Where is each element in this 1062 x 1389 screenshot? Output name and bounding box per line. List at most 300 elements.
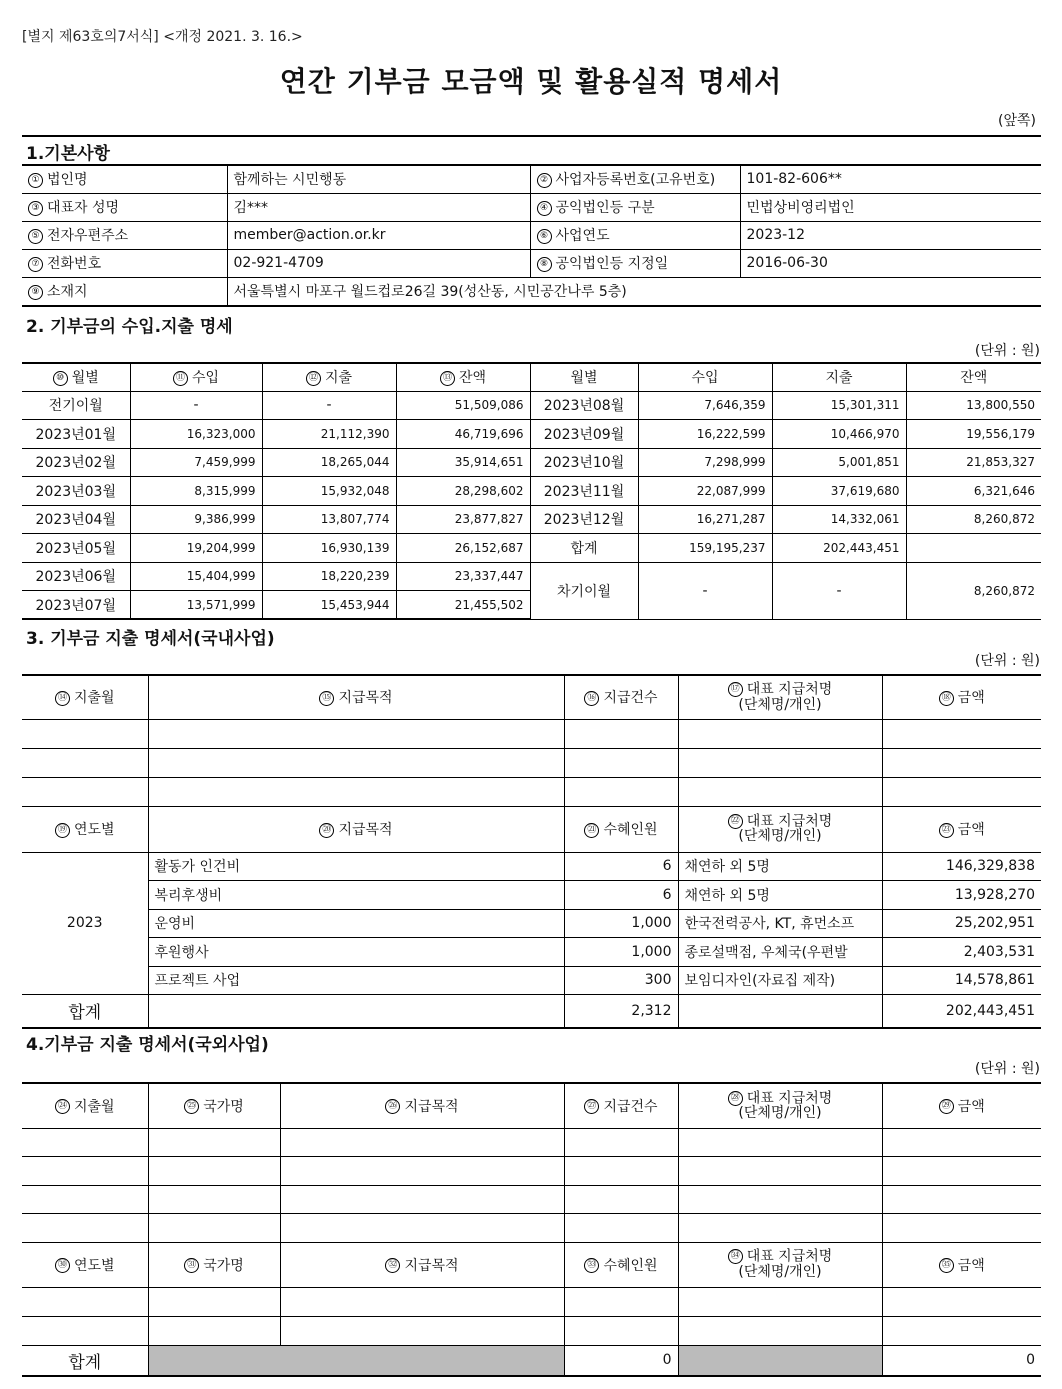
basic-info-row: [22, 165, 1041, 193]
column-header-text: 대표 지급처명: [746, 813, 833, 830]
month-cell: [530, 448, 638, 477]
beneficiary-count-cell: [564, 966, 678, 995]
month-cell: [22, 591, 130, 620]
column-header: [882, 806, 1041, 852]
column-header-text: 금액: [957, 1257, 985, 1274]
empty-cell: [280, 1185, 564, 1214]
empty-cell: [22, 1287, 148, 1316]
purpose-cell-text: 활동가 인건비: [154, 859, 241, 876]
expense-cell: [772, 448, 906, 477]
empty-cell: [22, 748, 148, 777]
column-header: [22, 675, 148, 719]
empty-cell: [280, 1316, 564, 1345]
month-cell: [22, 534, 130, 563]
balance-cell: [396, 505, 530, 534]
balance-cell-text: 23,877,827: [454, 512, 524, 527]
income-cell: [638, 420, 772, 449]
column-header: [530, 363, 638, 391]
field-value: [227, 165, 530, 193]
empty-cell: [678, 777, 882, 806]
field-label: [22, 221, 227, 249]
section-1-title: 1.기본사항: [26, 144, 110, 164]
purpose-cell-text: 후원행사: [154, 944, 209, 961]
month-cell-text: 2023년03월: [35, 483, 116, 500]
form-number: [별지 제63호의7서식] <개정 2021. 3. 16.>: [22, 29, 303, 45]
field-label-text: 법인명: [47, 172, 88, 189]
income-cell: [130, 591, 262, 620]
column-header: [564, 1083, 678, 1128]
empty-cell: [148, 1214, 280, 1243]
section-2-title: 2. 기부금의 수입.지출 명세: [26, 317, 233, 337]
column-header: [148, 675, 564, 719]
basic-info-table: [22, 164, 1041, 307]
empty-cell: [148, 1128, 280, 1157]
empty-row: [22, 1287, 1041, 1316]
expense-cell: [262, 420, 396, 449]
item-number-marker: ⑭: [55, 691, 70, 706]
expense-cell-text: 13,807,774: [320, 512, 390, 527]
total-amount-text: 202,443,451: [945, 1002, 1035, 1019]
amount-cell-text: 25,202,951: [954, 915, 1035, 932]
purpose-cell: [148, 881, 564, 910]
total-count-text: 0: [662, 1352, 672, 1369]
column-header-text: 지급건수: [603, 690, 658, 707]
item-number-marker: ㉘: [728, 1091, 743, 1106]
month-cell-text: 2023년11월: [543, 483, 625, 500]
field-value: [227, 193, 530, 221]
income-cell-text: 19,204,999: [186, 540, 256, 555]
empty-cell: [564, 777, 678, 806]
field-label-text: 사업자등록번호(고유번호): [555, 172, 716, 189]
basic-info-row: [22, 221, 1041, 249]
month-cell: [22, 420, 130, 449]
column-header-text: 지급목적: [338, 822, 393, 838]
empty-cell: [564, 1185, 678, 1214]
expense-cell-text: 21,112,390: [320, 426, 390, 441]
payee-cell: [678, 966, 882, 995]
field-value: [227, 221, 530, 249]
column-header-text: 수입: [191, 370, 220, 387]
item-number-marker: ⑪: [173, 371, 188, 386]
empty-cell: [564, 1157, 678, 1186]
balance-cell-text: 35,914,651: [454, 455, 524, 470]
basic-info-row: [22, 193, 1041, 221]
field-label-text: 공익법인등 구분: [555, 200, 655, 216]
item-number-marker: ㉔: [55, 1099, 70, 1114]
field-value: [740, 249, 1041, 277]
month-cell: [530, 505, 638, 534]
empty-cell: [148, 1287, 280, 1316]
field-value-text: 101-82-606**: [746, 171, 842, 188]
field-label: [22, 249, 227, 277]
total-amount-text: 0: [1026, 1352, 1035, 1369]
empty-row: [22, 748, 1041, 777]
item-number-marker: ㉟: [939, 1258, 954, 1273]
item-number-marker: ㉛: [184, 1258, 199, 1273]
income-expense-row: [22, 534, 1041, 563]
column-header-text: 지급목적: [404, 1257, 459, 1274]
income-cell: [130, 391, 262, 420]
field-value: [740, 221, 1041, 249]
column-header: [678, 1083, 882, 1128]
item-number-marker: ㉗: [584, 1099, 599, 1114]
beneficiary-count-cell: [564, 909, 678, 938]
item-number-marker: ⑤: [28, 229, 43, 244]
expense-cell-text: 18,265,044: [320, 455, 390, 470]
empty-cell: [882, 748, 1041, 777]
item-number-marker: ㉒: [728, 814, 743, 829]
column-header-text: 수혜인원: [603, 1257, 658, 1274]
item-number-marker: ㉓: [939, 823, 954, 838]
balance-cell: [906, 534, 1041, 563]
income-cell-text: 22,087,999: [696, 483, 766, 498]
overseas-header-1: [22, 1083, 1041, 1128]
income-expense-row: [22, 448, 1041, 477]
total-count-text: 2,312: [631, 1002, 672, 1019]
domestic-expense-row: [22, 966, 1041, 995]
item-number-marker: ⑲: [55, 823, 70, 838]
field-value-text: 02-921-4709: [233, 255, 324, 271]
overseas-header-2: [22, 1242, 1041, 1287]
empty-cell: [22, 1128, 148, 1157]
empty-row: [22, 777, 1041, 806]
column-header-subtext: (단체명/개인): [738, 696, 822, 713]
balance-cell: [396, 391, 530, 420]
total-label-text: 합계: [68, 1352, 102, 1373]
income-expense-table: [22, 362, 1041, 620]
column-header: [882, 675, 1041, 719]
balance-cell-text: 8,260,872: [973, 512, 1035, 527]
beneficiary-count-cell-text: 1,000: [631, 943, 672, 960]
column-header: [148, 1242, 280, 1287]
section-1-top-rule: [22, 135, 1041, 137]
section-4-title: 4.기부금 지출 명세서(국외사업): [26, 1035, 269, 1055]
item-number-marker: ㉞: [728, 1249, 743, 1264]
empty-row: [22, 1128, 1041, 1157]
empty-cell: [882, 1128, 1041, 1157]
column-header-text: 지급건수: [603, 1098, 658, 1115]
payee-cell-text: 종로설맥점, 우체국(우편발: [684, 944, 848, 961]
empty-cell: [882, 719, 1041, 748]
balance-cell: [396, 420, 530, 449]
income-expense-header: [22, 363, 1041, 391]
column-header-text: 잔액: [960, 370, 988, 387]
total-amount: [882, 995, 1041, 1028]
column-header: [882, 1083, 1041, 1128]
empty-cell: [564, 748, 678, 777]
beneficiary-count-cell-text: 300: [644, 972, 672, 989]
empty-row: [22, 719, 1041, 748]
purpose-cell-text: 프로젝트 사업: [154, 973, 241, 990]
expense-cell-text: -: [326, 397, 332, 414]
empty-cell: [22, 719, 148, 748]
income-expense-row: [22, 505, 1041, 534]
empty-row: [22, 1316, 1041, 1345]
income-cell-text: 9,386,999: [194, 512, 256, 527]
column-header-text: 월별: [570, 370, 598, 387]
payee-cell-text: 채연하 외 5명: [684, 887, 770, 904]
carry-over-label-text: 차기이월: [556, 583, 612, 600]
empty-cell: [148, 1185, 280, 1214]
item-number-marker: ⑳: [319, 823, 334, 838]
payee-cell: [678, 881, 882, 910]
income-cell: [130, 448, 262, 477]
empty-cell: [882, 1214, 1041, 1243]
column-header: [564, 1242, 678, 1287]
empty-cell: [564, 1316, 678, 1345]
domestic-expense-table: [22, 674, 1041, 1029]
expense-cell: [772, 420, 906, 449]
balance-cell: [396, 562, 530, 591]
payee-cell: [678, 909, 882, 938]
item-number-marker: ⑥: [537, 229, 552, 244]
balance-cell: [906, 477, 1041, 506]
column-header-subtext: (단체명/개인): [738, 828, 822, 845]
column-header: [22, 1083, 148, 1128]
empty-cell: [148, 1316, 280, 1345]
empty-cell: [678, 1287, 882, 1316]
column-header: [638, 363, 772, 391]
expense-cell-text: 15,301,311: [830, 398, 900, 413]
column-header-text: 지출월: [73, 1098, 115, 1115]
expense-cell-text: 18,220,239: [320, 569, 390, 584]
expense-cell-text: 202,443,451: [823, 540, 900, 555]
month-cell-text: 전기이월: [48, 398, 103, 415]
income-cell: [638, 534, 772, 563]
domestic-expense-row: [22, 881, 1041, 910]
balance-cell-text: 21,853,327: [966, 455, 1035, 470]
column-header: [906, 363, 1041, 391]
income-cell-text: 16,222,599: [696, 426, 766, 441]
empty-cell: [678, 1157, 882, 1186]
balance-cell-text: 46,719,696: [454, 426, 524, 441]
income-cell: [130, 420, 262, 449]
income-cell-text: 7,646,359: [704, 398, 766, 413]
balance-cell: [906, 448, 1041, 477]
balance-cell: [396, 534, 530, 563]
column-header: [280, 1242, 564, 1287]
item-number-marker: ㉖: [385, 1099, 400, 1114]
domestic-expense-row: [22, 852, 1041, 881]
item-number-marker: ㉚: [55, 1258, 70, 1273]
column-header: [678, 1242, 882, 1287]
column-header-text: 잔액: [458, 370, 487, 387]
month-cell-text: 2023년06월: [35, 569, 116, 586]
field-value: [227, 249, 530, 277]
expense-cell: [262, 448, 396, 477]
column-header: [772, 363, 906, 391]
month-cell-text: 2023년05월: [35, 540, 116, 557]
income-cell-text: 8,315,999: [194, 483, 256, 498]
column-header: [148, 806, 564, 852]
field-label-text: 전자우편주소: [47, 228, 129, 244]
balance-cell-text: 6,321,646: [973, 483, 1035, 498]
empty-cell: [882, 1185, 1041, 1214]
month-cell-text: 2023년08월: [543, 398, 625, 415]
expense-cell-text: 15,932,048: [320, 483, 390, 498]
empty-cell: [22, 1185, 148, 1214]
income-cell: [638, 477, 772, 506]
overseas-total-row: [22, 1345, 1041, 1376]
month-cell: [22, 505, 130, 534]
month-cell-text: 2023년10월: [543, 455, 625, 472]
amount-cell-text: 14,578,861: [954, 972, 1035, 989]
amount-cell-text: 146,329,838: [945, 858, 1035, 875]
item-number-marker: ⑨: [28, 285, 43, 300]
empty-row: [22, 1185, 1041, 1214]
amount-cell: [882, 881, 1041, 910]
income-cell-text: 7,298,999: [704, 455, 766, 470]
item-number-marker: ④: [537, 201, 552, 216]
income-cell-text: 16,323,000: [186, 426, 256, 441]
domestic-expense-row: [22, 938, 1041, 967]
front-side-label: (앞쪽): [998, 113, 1036, 129]
balance-cell-text: 8,260,872: [973, 583, 1035, 598]
field-label-text: 사업연도: [555, 228, 610, 244]
column-header-subtext: (단체명/개인): [738, 1263, 822, 1280]
shaded-cell: [678, 1345, 882, 1376]
field-label: [530, 221, 740, 249]
column-header: [678, 806, 882, 852]
column-header-text: 금액: [957, 690, 985, 707]
empty-cell: [564, 1128, 678, 1157]
month-cell: [22, 477, 130, 506]
beneficiary-count-cell: [564, 881, 678, 910]
field-value-text: member@action.or.kr: [233, 227, 386, 243]
beneficiary-count-cell: [564, 852, 678, 881]
domestic-total-row: [22, 995, 1041, 1028]
income-cell-text: 16,271,287: [696, 512, 766, 527]
purpose-cell: [148, 909, 564, 938]
field-label: [22, 193, 227, 221]
month-cell: [530, 391, 638, 420]
field-label-text: 공익법인등 지정일: [555, 256, 669, 272]
column-header-text: 지급목적: [338, 690, 393, 707]
empty-cell: [882, 1157, 1041, 1186]
section-3-title: 3. 기부금 지출 명세서(국내사업): [26, 629, 275, 649]
empty-cell: [280, 1287, 564, 1316]
income-cell-text: -: [702, 582, 708, 599]
empty-cell: [678, 719, 882, 748]
expense-cell: [262, 591, 396, 620]
item-number-marker: ⑰: [728, 682, 743, 697]
column-header-text: 지출: [825, 370, 853, 387]
balance-cell: [906, 505, 1041, 534]
column-header-text: 대표 지급처명: [746, 681, 833, 698]
domestic-header-2: [22, 806, 1041, 852]
beneficiary-count-cell-text: 6: [662, 886, 672, 903]
column-header-text: 월별: [71, 370, 99, 387]
income-expense-row: [22, 420, 1041, 449]
empty-cell: [678, 1214, 882, 1243]
item-number-marker: ②: [537, 173, 552, 188]
expense-cell: [772, 562, 906, 619]
empty-cell: [882, 1287, 1041, 1316]
expense-cell: [262, 391, 396, 420]
month-cell: [22, 448, 130, 477]
item-number-marker: ⑧: [537, 257, 552, 272]
item-number-marker: ⑯: [584, 691, 599, 706]
balance-cell: [396, 477, 530, 506]
expense-cell-text: 15,453,944: [320, 597, 390, 612]
payee-cell-text: 한국전력공사, KT, 휴먼소프: [684, 916, 855, 933]
year-cell-text: 2023: [66, 915, 103, 932]
total-count: [564, 1345, 678, 1376]
field-value-text: 2016-06-30: [746, 255, 828, 271]
balance-cell: [396, 448, 530, 477]
expense-cell-text: 10,466,970: [830, 426, 900, 441]
amount-cell-text: 2,403,531: [963, 943, 1035, 960]
item-number-marker: ①: [28, 173, 43, 188]
empty-cell: [148, 995, 564, 1028]
column-header-text: 지급목적: [404, 1098, 459, 1115]
income-cell: [638, 448, 772, 477]
field-value-text: 함께하는 시민행동: [233, 172, 347, 189]
expense-cell: [262, 534, 396, 563]
income-expense-row: [22, 477, 1041, 506]
basic-info-row: [22, 249, 1041, 277]
column-header-text: 연도별: [73, 1257, 115, 1274]
balance-cell-text: 26,152,687: [454, 540, 524, 555]
item-number-marker: ⑦: [28, 257, 43, 272]
total-label-text: 합계: [68, 1003, 102, 1024]
item-number-marker: ㉝: [584, 1258, 599, 1273]
column-header-text: 국가명: [203, 1098, 244, 1115]
empty-cell: [148, 748, 564, 777]
column-header: [22, 1242, 148, 1287]
income-cell: [638, 505, 772, 534]
column-header: [280, 1083, 564, 1128]
balance-cell: [906, 562, 1041, 619]
empty-cell: [22, 1316, 148, 1345]
month-cell: [530, 534, 638, 563]
empty-row: [22, 1157, 1041, 1186]
income-cell-text: 7,459,999: [194, 455, 256, 470]
amount-cell: [882, 909, 1041, 938]
expense-cell: [262, 562, 396, 591]
balance-cell-text: 28,298,602: [454, 483, 524, 498]
empty-cell: [678, 1316, 882, 1345]
item-number-marker: ⑮: [319, 691, 334, 706]
column-header-text: 대표 지급처명: [746, 1248, 833, 1265]
column-header-text: 대표 지급처명: [746, 1090, 833, 1106]
column-header: [564, 675, 678, 719]
empty-cell: [280, 1157, 564, 1186]
payee-cell-text: 채연하 외 5명: [684, 859, 770, 876]
field-value: [740, 165, 1041, 193]
empty-cell: [22, 777, 148, 806]
purpose-cell-text: 복리후생비: [154, 887, 223, 904]
address-value-text: 서울특별시 마포구 월드컵로26길 39(성산동, 시민공간나루 5층): [233, 284, 627, 301]
field-label: [22, 165, 227, 193]
column-header-text: 연도별: [73, 822, 115, 838]
balance-cell-text: 51,509,086: [454, 398, 524, 413]
balance-cell: [396, 591, 530, 620]
column-header: [396, 363, 530, 391]
amount-cell: [882, 852, 1041, 881]
total-label: [22, 995, 148, 1028]
purpose-cell-text: 운영비: [154, 916, 196, 933]
field-label: [22, 277, 227, 306]
purpose-cell: [148, 966, 564, 995]
column-header-text: 금액: [957, 822, 985, 838]
field-label-text: 소재지: [47, 284, 88, 301]
expense-cell-text: 37,619,680: [830, 483, 900, 498]
empty-cell: [148, 777, 564, 806]
expense-cell: [772, 391, 906, 420]
beneficiary-count-cell: [564, 938, 678, 967]
field-value-text: 민법상비영리법인: [746, 200, 855, 216]
